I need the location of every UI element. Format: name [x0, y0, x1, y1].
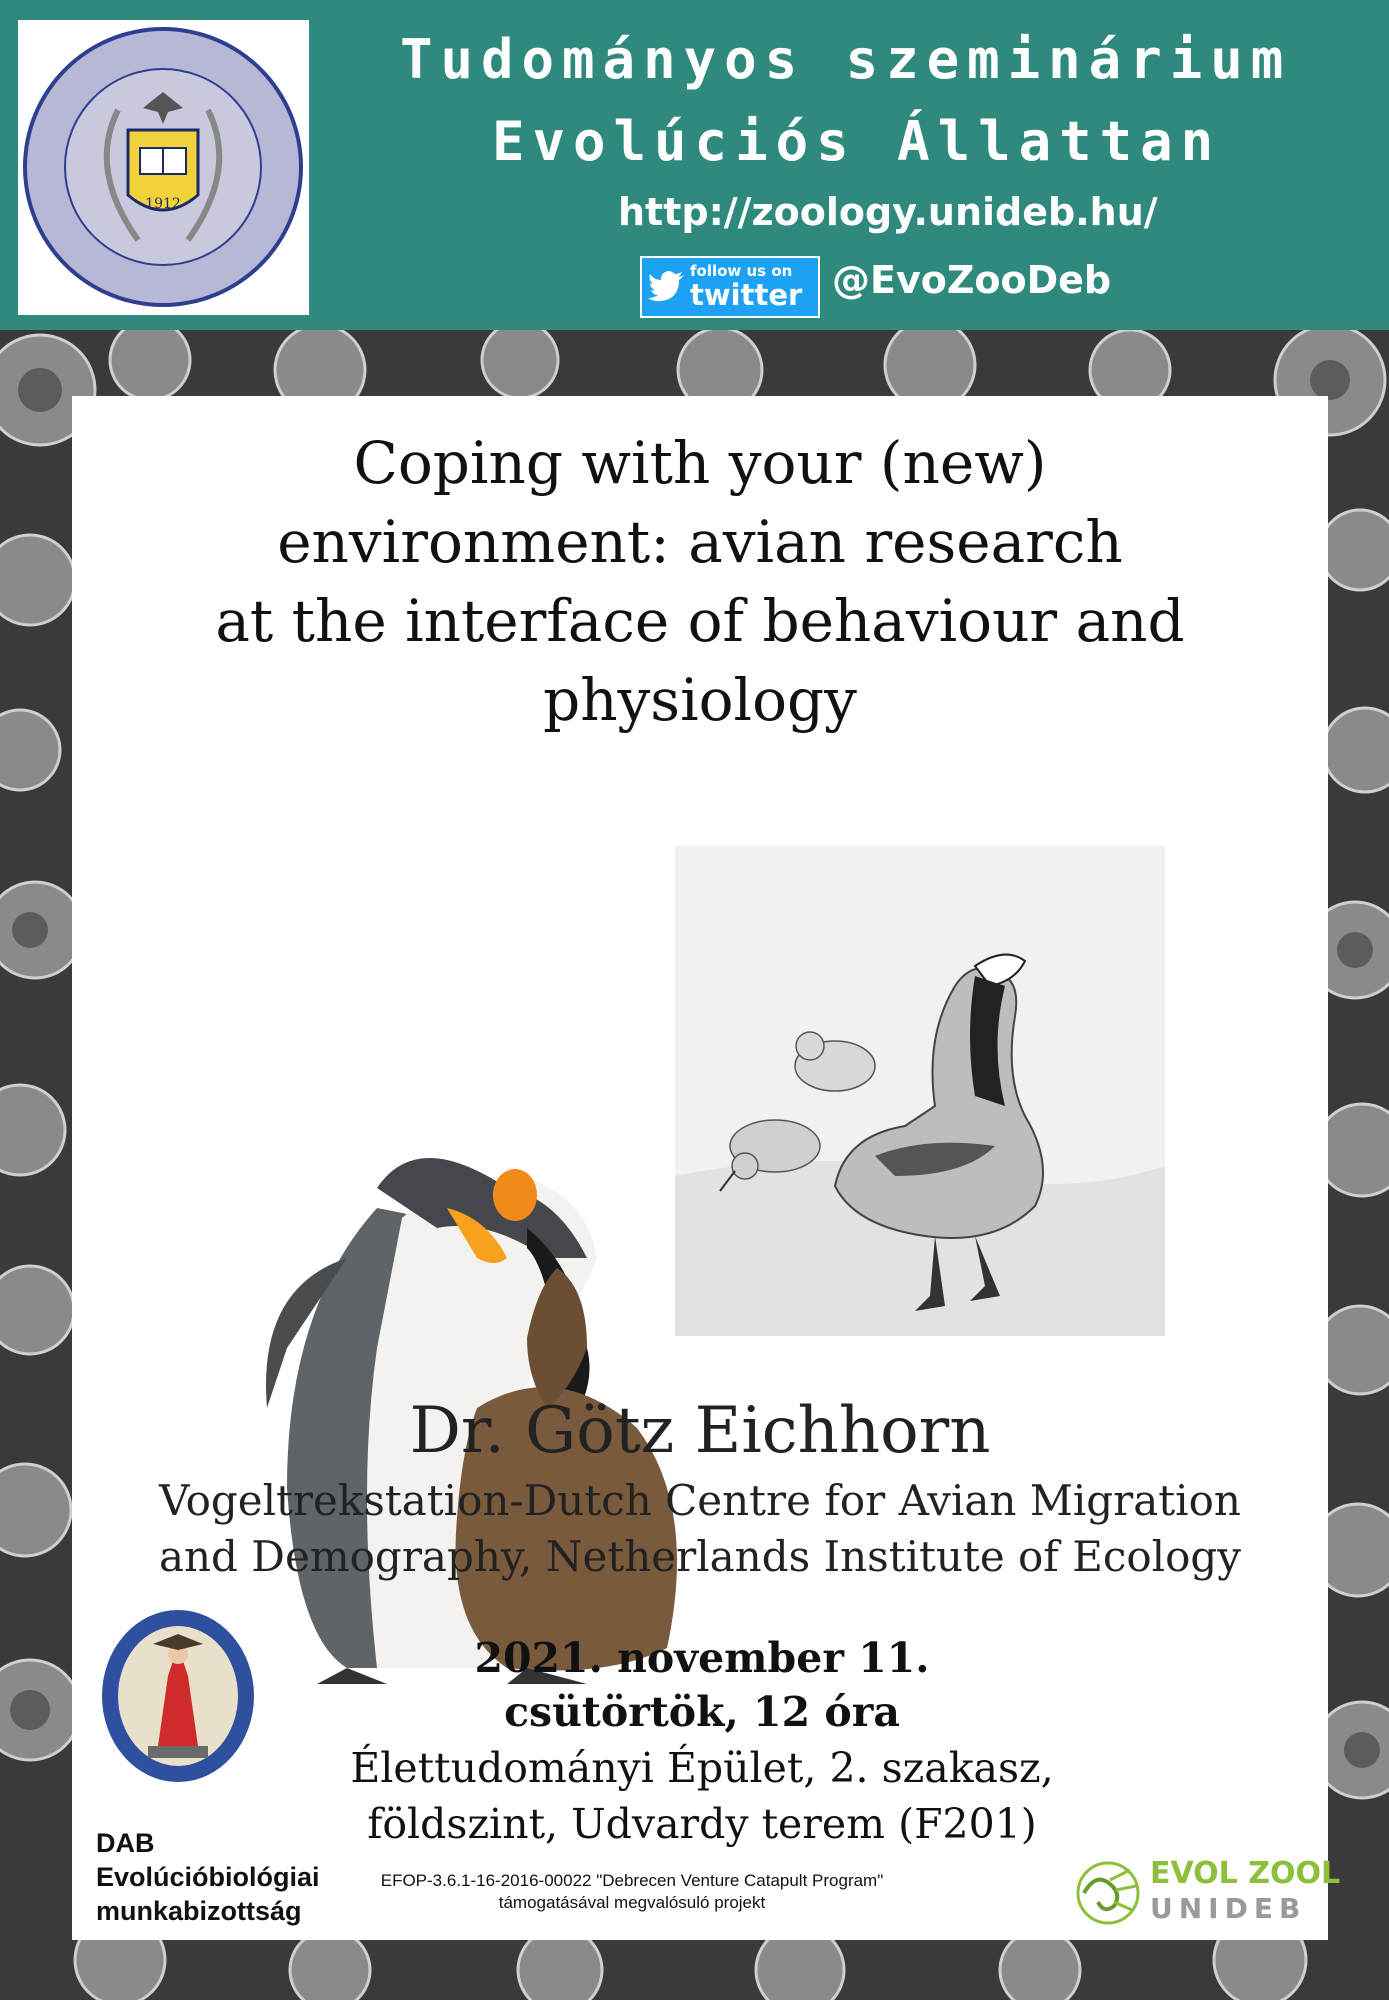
talk-title	[72, 424, 1328, 740]
talk-title-line: physiology	[543, 666, 857, 734]
twitter-word: twitter	[690, 278, 803, 312]
twitter-bird-icon	[648, 270, 686, 302]
twitter-follow-button[interactable]	[640, 256, 820, 318]
header-title-line1: Tudományos szeminárium	[400, 28, 1292, 91]
university-seal-icon	[18, 20, 309, 315]
poster-panel	[72, 396, 1341, 1940]
dab-committee-line: munkabizottság	[96, 1896, 302, 1926]
event-location-line: földszint, Udvardy terem (F201)	[367, 1800, 1037, 1848]
evol-zool-logo	[1070, 1852, 1341, 1932]
seal-year: 1912	[145, 196, 181, 212]
event-day-time: csütörtök, 12 óra	[504, 1688, 900, 1736]
event-date: 2021. november 11.	[474, 1634, 930, 1682]
department-url-link[interactable]: http://zoology.unideb.hu/	[618, 190, 1158, 234]
evol-zool-line2: UNIDEB	[1150, 1892, 1307, 1925]
event-location-line: Élettudományi Épület, 2. szakasz,	[350, 1744, 1054, 1792]
twitter-handle[interactable]: @EvoZooDeb	[832, 258, 1112, 302]
header-title-line2: Evolúciós Állattan	[492, 110, 1222, 173]
talk-title-line: at the interface of behaviour and	[215, 587, 1185, 655]
header-band	[0, 0, 1389, 330]
twitter-follow-small-text: follow us on	[690, 262, 793, 280]
funding-note-line: támogatásával megvalósuló projekt	[498, 1893, 766, 1912]
speaker-affiliation-line: Vogeltrekstation-Dutch Centre for Avian Migration	[159, 1476, 1241, 1525]
evol-zool-swirl-icon	[1070, 1858, 1146, 1928]
funding-note-line: EFOP-3.6.1-16-2016-00022 "Debrecen Venture Catapult Program"	[380, 1871, 884, 1890]
dab-logo	[98, 1606, 258, 1786]
speaker-affiliation-line: and Demography, Netherlands Institute of Ecology	[158, 1532, 1242, 1581]
university-logo	[18, 20, 309, 315]
talk-title-line: Coping with your (new)	[353, 429, 1047, 497]
barnacle-goose-drawing	[675, 846, 1165, 1336]
speaker-name: Dr. Götz Eichhorn	[409, 1394, 991, 1468]
dab-committee-line: DAB	[96, 1828, 155, 1858]
talk-title-line: environment: avian research	[277, 508, 1123, 576]
dab-committee-line: Evolúcióbiológiai	[96, 1862, 320, 1892]
funding-note	[362, 1870, 902, 1914]
evol-zool-line1: EVOL ZOOL	[1150, 1856, 1341, 1891]
